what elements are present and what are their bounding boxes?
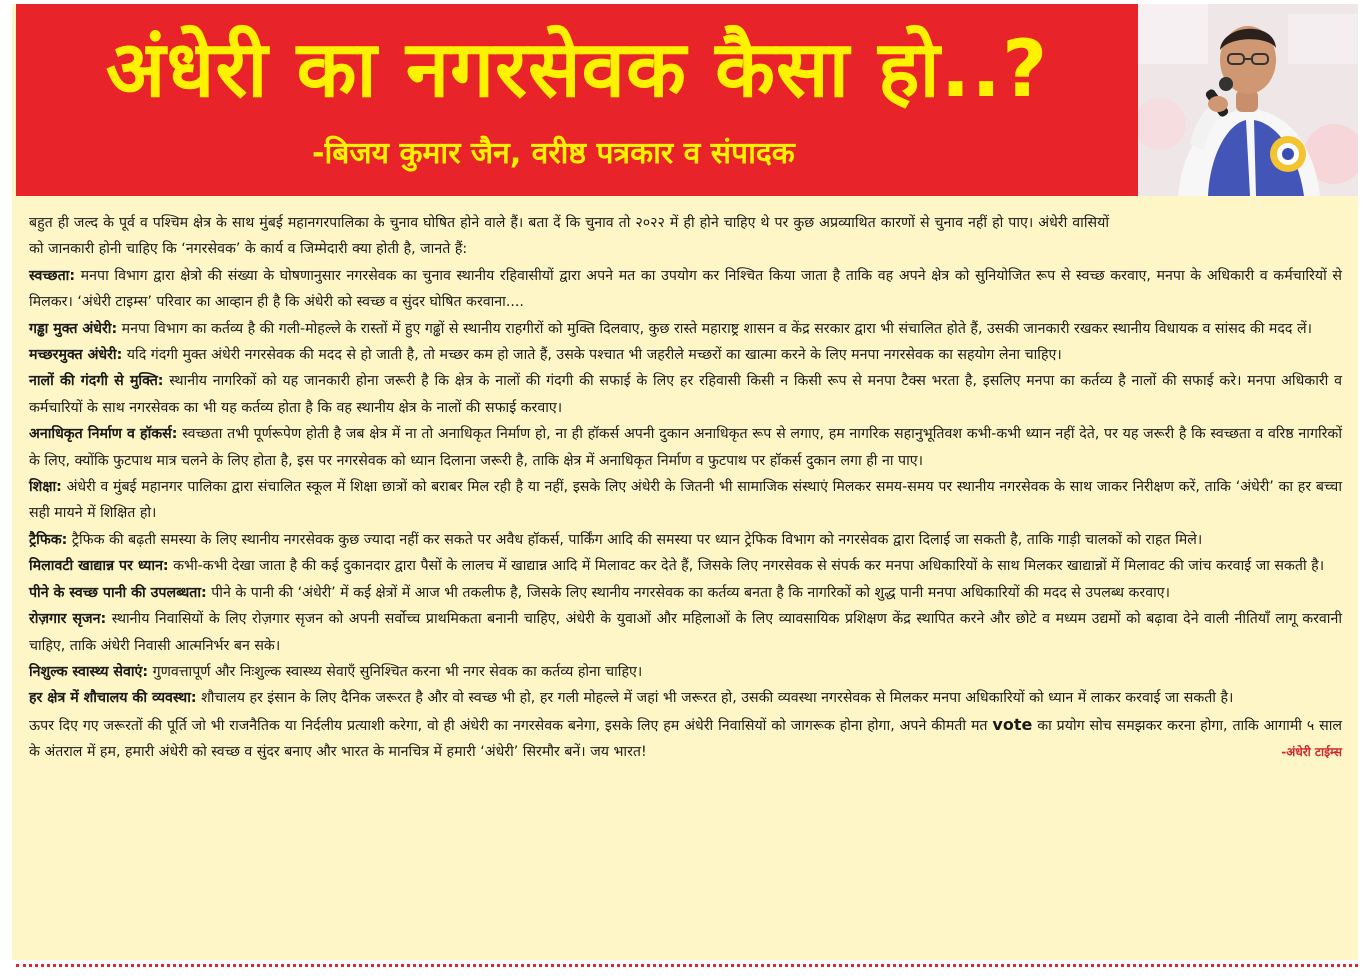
section-unauthorized-construction [29,421,1342,474]
section-heading: मिलावटी खाद्यान्न पर ध्यान: [29,558,169,575]
section-text: यदि गंदगी मुक्त अंधेरी नगरसेवक की मदद से हो जाती है, तो मच्छर कम हो जाते हैं, उसके पश्चात भी जहरीले मच्छरों का खात्मा करने के लिए मनपा नगरसेवक का सहयोग लेना चाहिए। [122,347,1062,364]
section-heading: स्वच्छता: [29,267,76,284]
section-employment [29,606,1342,659]
section-text: मनपा विभाग का कर्तव्य है की गली-मोहल्ले के रास्तों में हुए गढ्ढों से स्थानीय राहगीरों को मुक्ति दिलवाए, कुछ रास्ते महाराष्ट्र शासन व केंद्र सरकार द्वारा भी संचालित होते हैं, उसकी जानकारी रखकर स्थानीय विधायक व सांसद की मदद लें। [117,320,1312,337]
section-heading: निशुल्क स्वास्थ्य सेवाएं: [29,663,149,680]
dotted-divider [16,964,1358,967]
intro-paragraph: बहुत ही जल्द के पूर्व व पश्चिम क्षेत्र के साथ मुंबई महानगरपालिका के चुनाव घोषित होने वाले हैं। बता दें कि चुनाव तो २०२२ में ही होने चाहिए थे पर कुछ अप्रव्याथित कारणों से चुनाव नहीं हो पाए। अंधेरी वासियों को जानकारी होनी चाहिए कि ‘नगरसेवक’ के कार्य व जिम्मेदारी क्या होती है, जानते हैं: [29,215,1109,258]
section-health-services [29,659,1342,685]
header-banner [16,4,1138,196]
section-heading: नालों की गंदगी से मुक्ति: [29,373,164,390]
section-education [29,474,1342,527]
vote-word: vote [992,714,1033,734]
newspaper-page [12,4,1358,960]
section-heading: शिक्षा: [29,479,62,496]
speaker-with-microphone-photo [1138,4,1358,196]
section-text: स्थानीय नागरिकों को यह जानकारी होना जरूरी है कि क्षेत्र के नालों की गंदगी की सफाई के लिए हर रहिवासी किसी न किसी रूप से मनपा टैक्स भरता है, इसलिए मनपा का कर्तव्य है नालों की सफाई करे। मनपा अधिकारी व कर्मचारियों के साथ नगरसेवक का भी यह कर्तव्य होता है कि वह स्थानीय क्षेत्र के नालों की सफाई करवाए। [29,373,1343,416]
page-title: अंधेरी का नगरसेवक कैसा हो..? [105,25,1049,115]
section-text: पीने के पानी की ‘अंधेरी’ में कई क्षेत्रों में आज भी तकलीफ है, जिसके लिए स्थानीय नगरसेवक का कर्तव्य बनता है कि नागरिकों को शुद्ध पानी मनपा अधिकारियों की मदद से उपलब्ध करवाए। [206,584,1171,601]
article-body [29,210,1342,766]
section-text: गुणवत्तापूर्ण और निःशुल्क स्वास्थ्य सेवाएँ सुनिश्चित करना भी नगर सेवक का कर्तव्य होना चाहिए। [148,663,643,680]
section-heading: गड्ढा मुक्त अंधेरी: [29,320,118,337]
section-mosquito-free [29,342,1342,368]
byline: -बिजय कुमार जैन, वरीष्ठ पत्रकार व संपादक [312,136,795,171]
section-text: अंधेरी व मुंबई महानगर पालिका द्वारा संचालित स्कूल में शिक्षा छात्रों को बराबर मिल रही है या नहीं, इसके लिए अंधेरी के जितनी भी सामाजिक संस्थाएं मिलकर समय-समय पर स्थानीय नगरसेवक के साथ जाकर निरीक्षण करें, ताकि ‘अंधेरी’ का हर बच्चा सही मायने में शिक्षित हो। [29,479,1342,522]
section-heading: अनाधिकृत निर्माण व हॉकर्स: [29,426,178,443]
photo-illustration [1138,4,1358,196]
section-toilets [29,685,1342,711]
section-cleanliness [29,263,1342,316]
section-heading: ट्रैफिक: [29,531,68,548]
section-traffic [29,527,1342,553]
closing-text-before: ऊपर दिए गए जरूरतों की पूर्ति जो भी राजनैतिक या निर्दलीय प्रत्याशी करेगा, वो ही अंधेरी का नगरसेवक बनेगा, इसके लिए हम अंधेरी निवासियों को जागरूक होना होगा, अपने कीमती मत [29,717,993,734]
section-food-adulteration [29,553,1342,579]
signature: -अंधेरी टाईम्स [1281,745,1342,760]
section-text: ट्रैफिक की बढ़ती समस्या के लिए स्थानीय नगरसेवक कुछ ज्यादा नहीं कर सकते पर अवैध हॉकर्स, पार्किंग आदि की समस्या पर ध्यान ट्रेफिक विभाग को नगरसेवक द्वारा दिलाई जा सकती है, ताकि गाड़ी चालकों को राहत मिले। [67,531,1203,548]
section-text: शौचालय हर इंसान के लिए दैनिक जरूरत है और वो स्वच्छ भी हो, हर गली मोहल्ले में जहां भी जरूरत हो, उसकी व्यवस्था नगरसेवक से मिलकर मनपा अधिकारियों को ध्यान में लाकर करवाई जा सकती है। [196,690,1234,707]
section-text: मनपा विभाग द्वारा क्षेत्रो की संख्या के घोषणानुसार नगरसेवक का चुनाव स्थानीय रहिवासीयों द्वारा अपने मत का उपयोग कर निश्चित किया जाता है ताकि वह अपने क्षेत्र को सुनियोजित रूप से स्वच्छ करवाए, मनपा के अधिकारी व कर्मचारियों से मिलकर। ‘अंधेरी टाइम्स’ परिवार का आव्हान ही है कि अंधेरी को स्वच्छ व सुंदर घोषित करवाना.... [29,267,1342,311]
section-pothole-free [29,316,1342,342]
section-heading: रोज़गार सृजन: [29,611,107,628]
section-text: स्वच्छता तभी पूर्णरूपेण होती है जब क्षेत्र में ना तो अनाधिकृत निर्माण हो, ना ही हॉकर्स अपनी दुकान अनाधिकृत रूप से लगाए, हम नागरिक सहानुभूतिवश कभी-कभी ध्यान नहीं देते, पर यह जरूरी है कि स्वच्छता व वरिष्ठ नागरिकों के लिए, क्योंकि फुटपाथ मात्र चलने के लिए होता है, इस पर नगरसेवक को ध्यान दिलाना जरूरी है, ताकि क्षेत्र में अनाधिकृत निर्माण व फुटपाथ पर हॉकर्स दुकान लगा ही ना पाए। [29,426,1342,469]
closing-paragraph [29,712,1342,766]
section-heading: पीने के स्वच्छ पानी की उपलब्धता: [29,584,207,601]
section-heading: मच्छरमुक्त अंधेरी: [29,347,123,364]
section-drinking-water [29,580,1342,606]
section-text: कभी-कभी देखा जाता है की कई दुकानदार द्वारा पैसों के लालच में खाद्यान्न आदि में मिलावट कर देते हैं, जिसके लिए नगरसेवक से संपर्क कर मनपा अधिकारियों के साथ मिलकर खाद्यान्नों में मिलावट की जांच करवाई जा सकती है। [168,558,1325,575]
section-heading: हर क्षेत्र में शौचालय की व्यवस्था: [29,690,197,707]
closing-text-after: का प्रयोग सोच समझकर करना होगा, ताकि आगामी ५ साल के अंतराल में हम, हमारी अंधेरी को स्वच्छ व सुंदर बनाए और भारत के मानचित्र में हमारी ‘अंधेरी’ सिरमौर बनें। जय भारत! [29,717,1343,761]
section-drain-cleaning [29,368,1342,421]
section-text: स्थानीय निवासियों के लिए रोज़गार सृजन को अपनी सर्वोच्च प्राथमिकता बनानी चाहिए, अंधेरी के युवाओं और महिलाओं के लिए व्यावसायिक प्रशिक्षण केंद्र स्थापित करने और छोटे व मध्यम उद्यमों को बढ़ावा देने वाली नीतियाँ लागू करवानी चाहिए, ताकि अंधेरी निवासी आत्मनिर्भर बन सके। [29,611,1342,654]
